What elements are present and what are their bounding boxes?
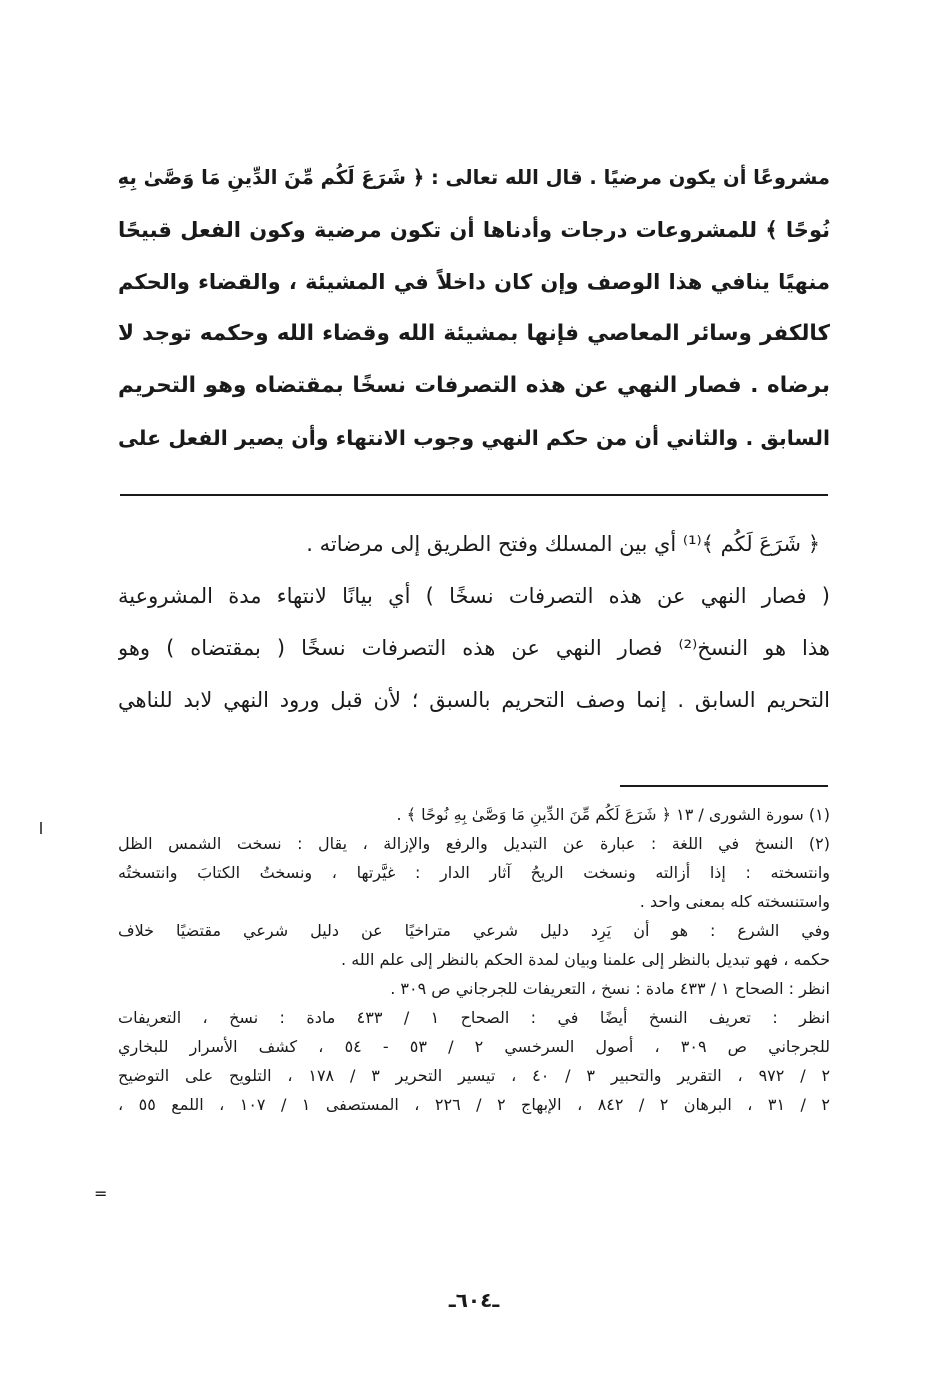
main-text-line: نُوحًا ﴾ للمشروعات درجات وأدناها أن تكون مرضية وكون الفعل قبيحًا <box>118 218 830 242</box>
footnote-line: واستنسخته كله بمعنى واحد . <box>639 892 830 911</box>
footnote-line: وفي الشرع : هو أن يَرِد دليل شرعي متراخيًا عن دليل شرعي مقتضيًا خلاف <box>118 921 830 940</box>
footnote-divider <box>620 785 828 787</box>
footnote-line: وانتسخته : إذا أزالته ونسخت الريحُ آثار الدار : غيَّرتها ، ونسختُ الكتابَ وانتسختُه <box>118 863 830 882</box>
main-text-line: مشروعًا أن يكون مرضيًا . قال الله تعالى : ﴿ شَرَعَ لَكُم مِّنَ الدِّينِ مَا وَصَّىٰ بِهِ <box>118 166 830 189</box>
main-text-line: منهيًا ينافي هذا الوصف وإن كان داخلاً في المشيئة ، والقضاء والحكم <box>118 270 830 294</box>
footnote-line: (١) سورة الشورى / ١٣ ﴿ شَرَعَ لَكُم مِّنَ الدِّينِ مَا وَصَّىٰ بِهِ نُوحًا ﴾ . <box>396 805 830 824</box>
footnote-line: (٢) النسخ في اللغة : عبارة عن التبديل والرفع والإزالة ، يقال : نسخت الشمس الظل <box>118 834 830 853</box>
footnote-line: حكمه ، فهو تبديل بالنظر إلى علمنا وبيان لمدة الحكم بالنظر إلى علم الله . <box>341 950 830 969</box>
footnotes <box>118 800 830 1119</box>
commentary-line: ( فصار النهي عن هذه التصرفات نسخًا ) أي بيانًا لانتهاء مدة المشروعية <box>118 584 830 608</box>
main-text-line: كالكفر وسائر المعاصي فإنها بمشيئة الله وقضاء الله وحكمه توجد لا <box>118 321 830 346</box>
main-text-line: السابق . والثاني أن من حكم النهي وجوب الانتهاء وأن يصير الفعل على <box>118 426 830 450</box>
main-text <box>118 152 830 464</box>
page-number: ـ٦٠٤ـ <box>448 1288 500 1312</box>
margin-mark <box>40 822 42 834</box>
commentary-line: التحريم السابق . إنما وصف التحريم بالسبق ؛ لأن قبل ورود النهي لابد للناهي <box>118 688 830 712</box>
commentary <box>118 518 830 726</box>
commentary-line: ﴿ شَرَعَ لَكُم ﴾⁽¹⁾ أي بين المسلك وفتح الطريق إلى مرضاته . <box>306 532 820 556</box>
main-text-line: برضاه . فصار النهي عن هذه التصرفات نسخًا بمقتضاه وهو التحريم <box>118 373 830 398</box>
footnote-line: انظر : تعريف النسخ أيضًا في : الصحاح ١ / ٤٣٣ مادة : نسخ ، التعريفات <box>118 1008 830 1027</box>
footnote-line: ٢ / ٩٧٢ ، التقرير والتحبير ٣ / ٤٠ ، تيسير التحرير ٣ / ١٧٨ ، التلويح على التوضيح <box>118 1066 830 1085</box>
footnote-line: للجرجاني ص ٣٠٩ ، أصول السرخسي ٢ / ٥٣ - ٥٤ ، كشف الأسرار للبخاري <box>118 1037 830 1056</box>
commentary-line: هذا هو النسخ⁽²⁾ فصار النهي عن هذه التصرفات نسخًا ( بمقتضاه ) وهو <box>118 636 830 660</box>
main-divider <box>120 494 828 496</box>
continuation-marker: = <box>94 1184 108 1203</box>
footnote-line: انظر : الصحاح ١ / ٤٣٣ مادة : نسخ ، التعريفات للجرجاني ص ٣٠٩ . <box>390 979 830 998</box>
footnote-line: ٢ / ٣١ ، البرهان ٢ / ٨٤٢ ، الإبهاج ٢ / ٢٢٦ ، المستصفى ١ / ١٠٧ ، اللمع ٥٥ ، <box>118 1095 830 1114</box>
